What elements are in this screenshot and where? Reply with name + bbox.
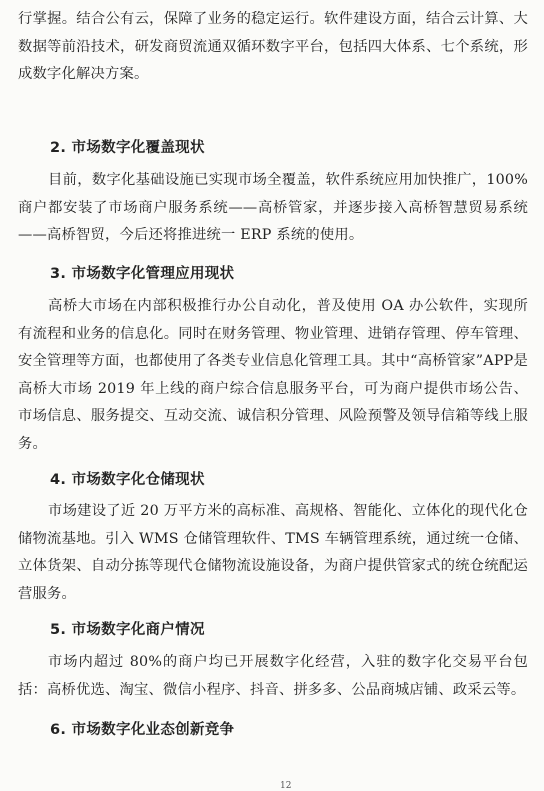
section-2-body: 目前，数字化基础设施已实现市场全覆盖，软件系统应用加快推广，100%商户都安装了市场商户服务系统——高桥管家，并逐步接入高桥智慧贸易系统——高桥智贸，今后还将推进统一 ERP 系统的使用。	[18, 172, 528, 243]
section-2-heading: 2. 市场数字化覆盖现状	[50, 140, 205, 156]
section-3-body: 高桥大市场在内部积极推行办公自动化，普及使用 OA 办公软件，实现所有流程和业务的信息化。同时在财务管理、物业管理、进销存管理、停车管理、安全管理等方面，也都使用了各类专业信息化管理工具。其中“高桥管家”APP是高桥大市场 2019 年上线的商户综合信息服务平台，可为商户提供市场公告、市场信息、服务提交、互动交流、诚信积分管理、风险预警及领导信箱等线上服务。	[18, 298, 528, 452]
section-5-heading: 5. 市场数字化商户情况	[50, 622, 205, 638]
section-3-heading: 3. 市场数字化管理应用现状	[50, 266, 235, 282]
page-number: 12	[280, 781, 292, 791]
section-6-heading: 6. 市场数字化业态创新竞争	[50, 722, 235, 738]
section-4-heading: 4. 市场数字化仓储现状	[50, 472, 205, 488]
section-5-body: 市场内超过 80%的商户均已开展数字化经营，入驻的数字化交易平台包括：高桥优选、淘宝、微信小程序、抖音、拼多多、公品商城店铺、政采云等。	[18, 654, 528, 698]
section-4-body: 市场建设了近 20 万平方米的高标准、高规格、智能化、立体化的现代化仓储物流基地。引入 WMS 仓储管理软件、TMS 车辆管理系统，通过统一仓储、立体货架、自动分拣等现代仓储物流设施设备，为商户提供管家式的统仓统配运营服务。	[18, 503, 528, 602]
intro-paragraph: 行掌握。结合公有云，保障了业务的稳定运行。软件建设方面，结合云计算、大数据等前沿技术，研发商贸流通双循环数字平台，包括四大体系、七个系统，形成数字化解决方案。	[18, 11, 528, 82]
